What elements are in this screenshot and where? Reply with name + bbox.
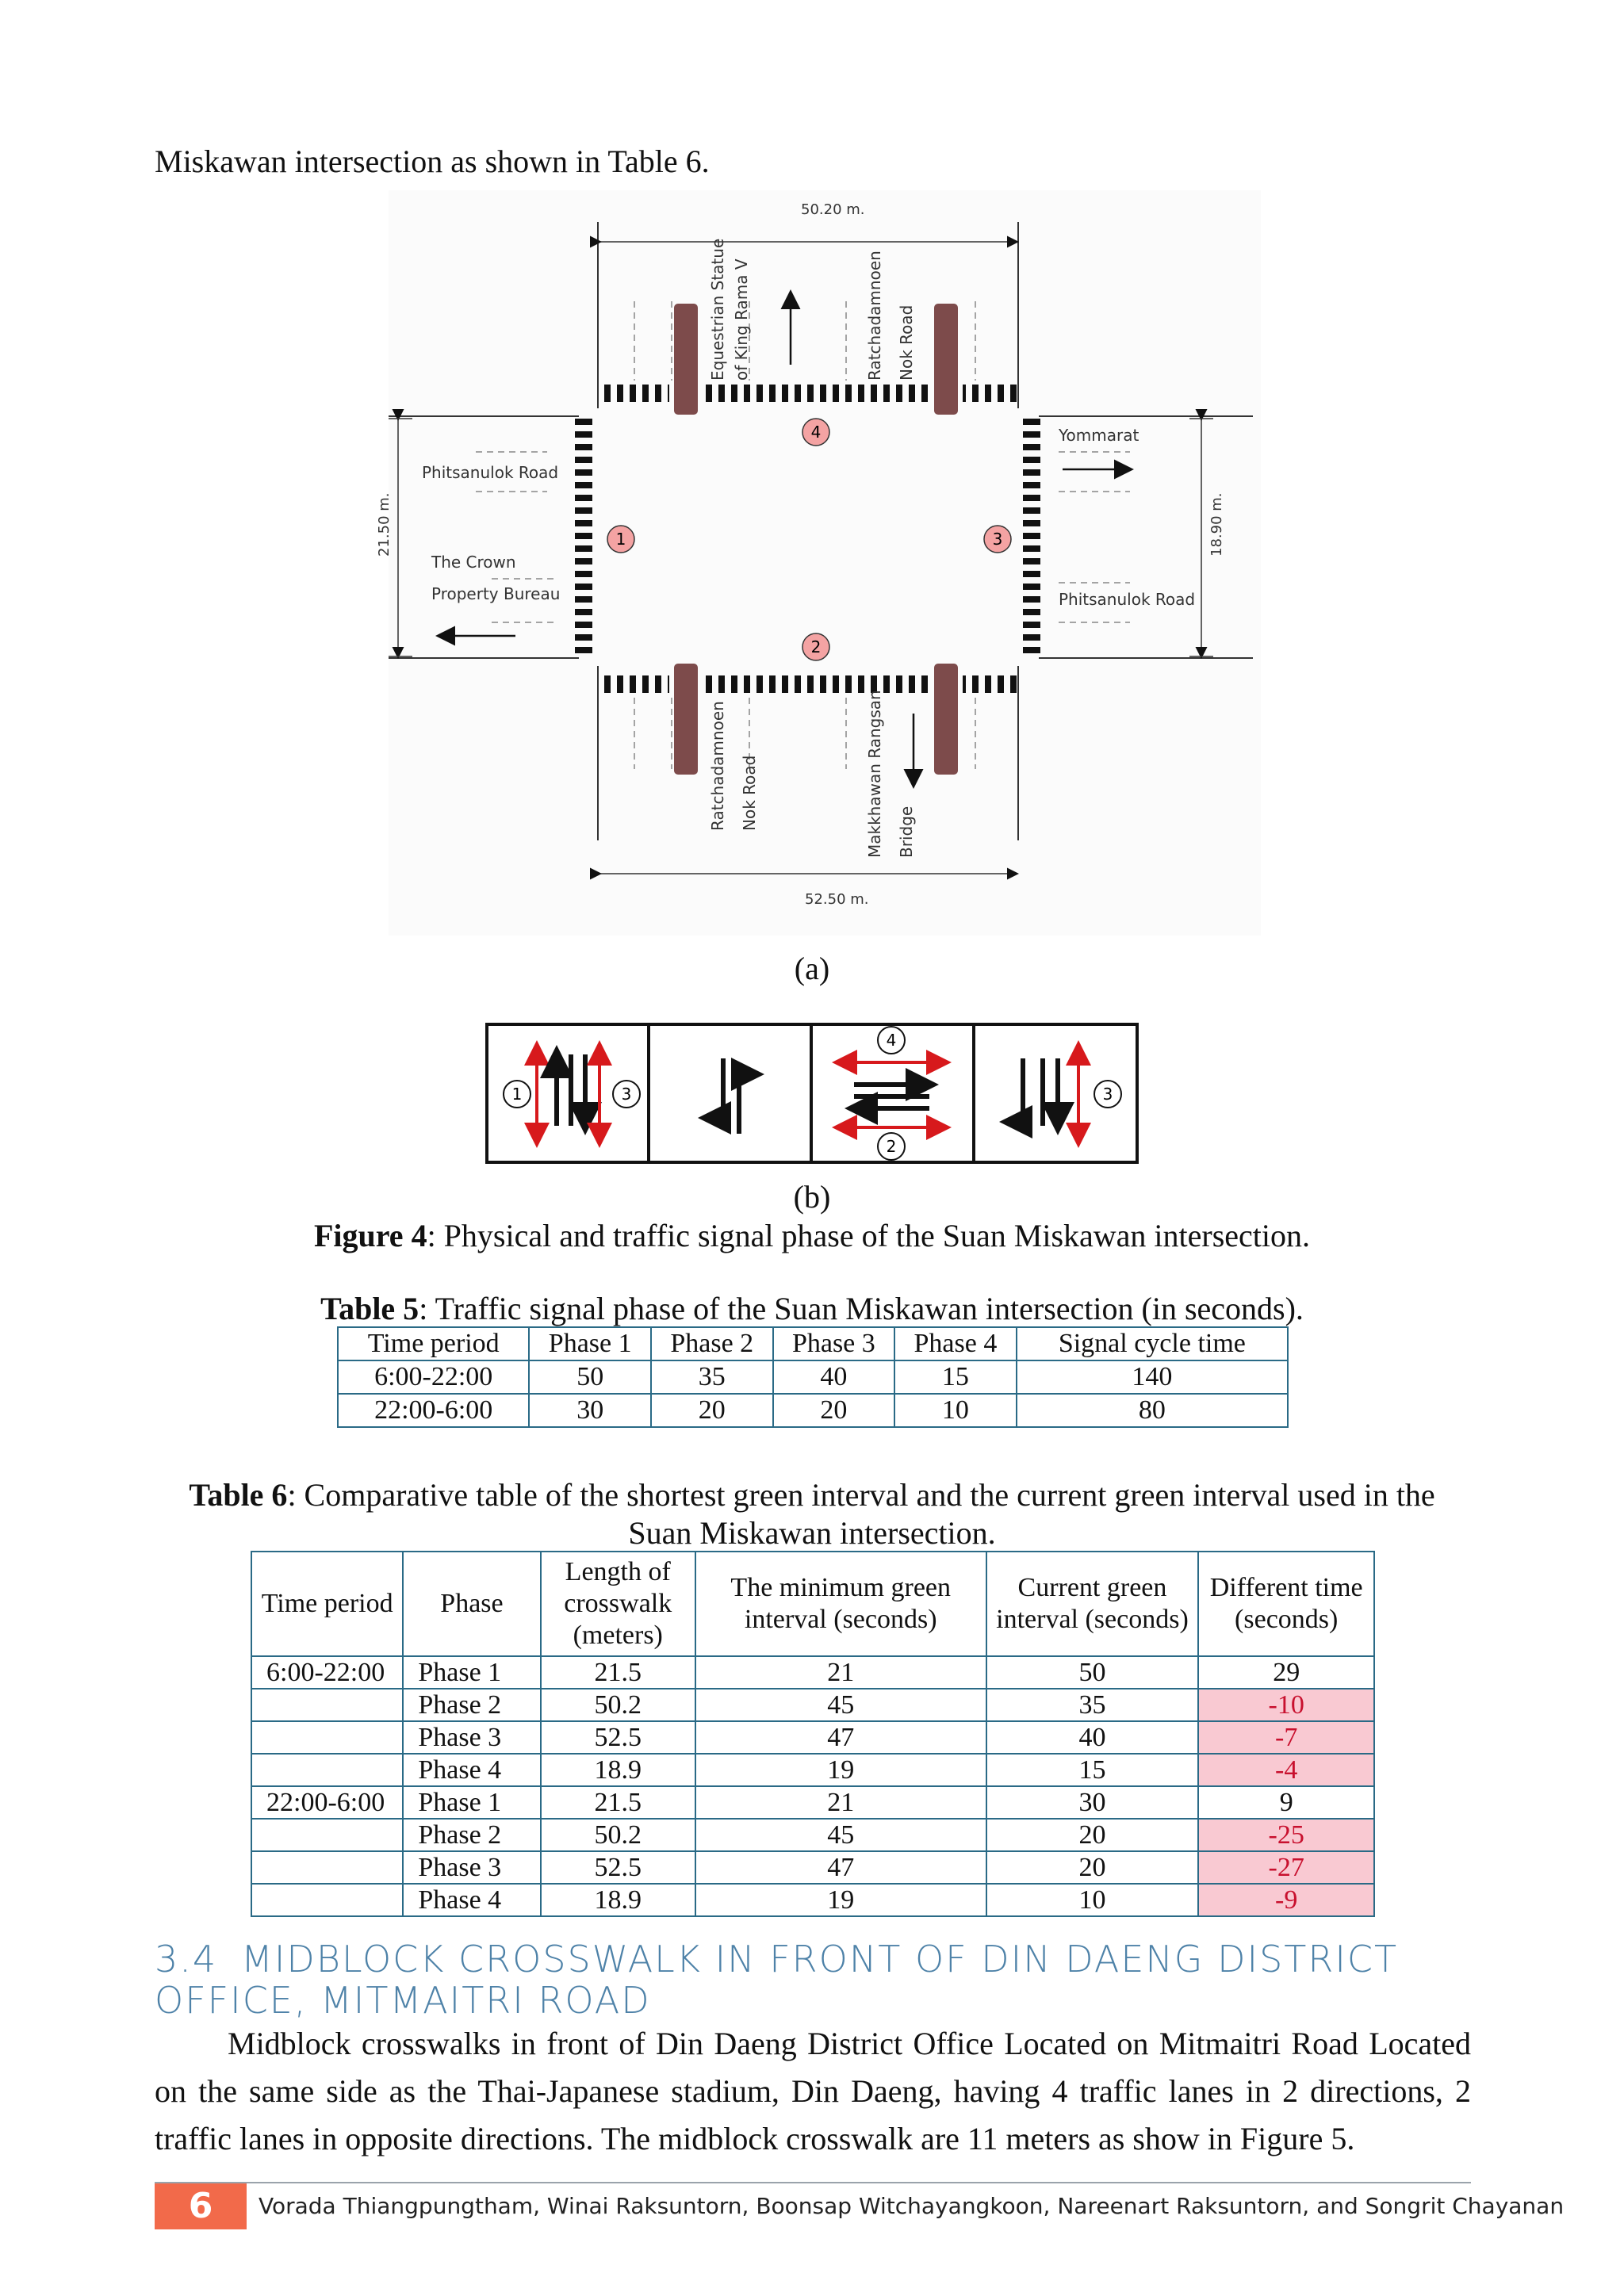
- table-cell: 22:00-6:00: [251, 1786, 403, 1819]
- road-label-equestrian-1: Equestrian Statue: [708, 238, 727, 381]
- diagram-background: [389, 190, 1261, 936]
- table-cell: -9: [1198, 1884, 1374, 1916]
- road-label-crown-1: The Crown: [431, 553, 516, 572]
- phase-marker-4: [802, 419, 829, 446]
- table-cell: 21.5: [541, 1656, 695, 1689]
- table-cell: 10: [986, 1884, 1199, 1916]
- table-cell: -4: [1198, 1754, 1374, 1786]
- table-5-label: Table 5: [320, 1291, 419, 1326]
- table-cell: 50: [529, 1360, 651, 1394]
- table-cell: 47: [695, 1851, 986, 1884]
- table-cell: 35: [651, 1360, 773, 1394]
- table-6-header: The minimum green interval (seconds): [695, 1552, 986, 1656]
- table-cell: 15: [894, 1360, 1017, 1394]
- table-cell: 10: [894, 1394, 1017, 1427]
- table-5-header: Signal cycle time: [1017, 1327, 1288, 1360]
- table-cell: 22:00-6:00: [338, 1394, 529, 1427]
- table-cell: 15: [986, 1754, 1199, 1786]
- table-cell: Phase 4: [403, 1884, 540, 1916]
- table-cell: 9: [1198, 1786, 1374, 1819]
- figure-4-text: : Physical and traffic signal phase of the Suan Miskawan intersection.: [427, 1218, 1310, 1253]
- table-5-header-row: [338, 1327, 1288, 1360]
- dim-right-label: 18.90 m.: [1208, 492, 1225, 557]
- table-cell: 50: [986, 1656, 1199, 1689]
- road-label-ratch-top-1: Ratchadamnoen: [865, 251, 884, 381]
- table-cell: Phase 3: [403, 1851, 540, 1884]
- table-row: [251, 1656, 1374, 1689]
- table-cell: 19: [695, 1884, 986, 1916]
- road-label-phitsanulok-right: Phitsanulok Road: [1059, 590, 1196, 609]
- table-cell: Phase 2: [403, 1819, 540, 1851]
- table-6-header-row: [251, 1552, 1374, 1656]
- table-cell: [251, 1721, 403, 1754]
- road-label-yommarat: Yommarat: [1059, 426, 1139, 445]
- table-cell: -27: [1198, 1851, 1374, 1884]
- table-cell: 20: [773, 1394, 895, 1427]
- table-cell: 140: [1017, 1360, 1288, 1394]
- svg-text:4: 4: [810, 423, 822, 442]
- intersection-diagram: [376, 190, 1261, 936]
- road-label-phitsanulok-left: Phitsanulok Road: [422, 463, 559, 482]
- intro-text: Miskawan intersection as shown in Table 6.: [155, 144, 710, 179]
- table-cell: [251, 1754, 403, 1786]
- footer-rule: [155, 2182, 1471, 2183]
- table-cell: 30: [986, 1786, 1199, 1819]
- table-6-header: Time period: [251, 1552, 403, 1656]
- table-6: [251, 1551, 1375, 1917]
- table-row: [338, 1360, 1288, 1394]
- svg-text:2: 2: [886, 1137, 897, 1156]
- table-cell: 40: [773, 1360, 895, 1394]
- table-6-header: Phase: [403, 1552, 540, 1656]
- section-heading: [155, 1938, 1471, 2021]
- table-cell: 30: [529, 1394, 651, 1427]
- road-label-ratch-bottom-2: Nok Road: [740, 755, 759, 831]
- table-cell: [251, 1819, 403, 1851]
- figure-4-caption: [0, 1217, 1624, 1254]
- table-5-caption-text: : Traffic signal phase of the Suan Miskawan intersection (in seconds).: [419, 1291, 1304, 1326]
- phase-marker-2: [802, 633, 829, 660]
- table-cell: Phase 2: [403, 1689, 540, 1721]
- table-cell: 50.2: [541, 1689, 695, 1721]
- table-cell: 20: [986, 1819, 1199, 1851]
- figure-4-label: Figure 4: [313, 1218, 427, 1253]
- table-row: [251, 1689, 1374, 1721]
- table-cell: 20: [986, 1851, 1199, 1884]
- table-cell: 50.2: [541, 1819, 695, 1851]
- table-5-header: Phase 4: [894, 1327, 1017, 1360]
- table-5-header: Phase 2: [651, 1327, 773, 1360]
- table-row: [251, 1786, 1374, 1819]
- table-cell: -7: [1198, 1721, 1374, 1754]
- table-cell: 45: [695, 1819, 986, 1851]
- table-6-body: [251, 1656, 1374, 1916]
- table-row: [338, 1394, 1288, 1427]
- table-cell: -25: [1198, 1819, 1374, 1851]
- table-cell: 18.9: [541, 1754, 695, 1786]
- page-number: 6: [155, 2183, 247, 2229]
- section-title: MIDBLOCK CROSSWALK IN FRONT OF DIN DAENG DISTRICT OFFICE, MITMAITRI ROAD: [155, 1938, 1399, 2022]
- table-6-caption: [155, 1476, 1469, 1552]
- table-5-header: Time period: [338, 1327, 529, 1360]
- svg-text:1: 1: [511, 1085, 523, 1104]
- dim-top-label: 50.20 m.: [801, 201, 865, 218]
- table-6-header: Current green interval (seconds): [986, 1552, 1199, 1656]
- table-cell: 19: [695, 1754, 986, 1786]
- table-5-header: Phase 3: [773, 1327, 895, 1360]
- svg-text:1: 1: [615, 530, 626, 549]
- phase-marker-1: [607, 526, 634, 553]
- table-5-header: Phase 1: [529, 1327, 651, 1360]
- table-cell: Phase 1: [403, 1656, 540, 1689]
- table-cell: 47: [695, 1721, 986, 1754]
- table-cell: 45: [695, 1689, 986, 1721]
- table-row: [251, 1754, 1374, 1786]
- table-6-header: Different time (seconds): [1198, 1552, 1374, 1656]
- svg-text:4: 4: [886, 1031, 897, 1050]
- table-cell: 35: [986, 1689, 1199, 1721]
- table-row: [251, 1851, 1374, 1884]
- table-cell: 6:00-22:00: [338, 1360, 529, 1394]
- table-row: [251, 1819, 1374, 1851]
- table-5-caption: [0, 1290, 1624, 1327]
- road-label-ratch-bottom-1: Ratchadamnoen: [708, 701, 727, 831]
- table-cell: Phase 4: [403, 1754, 540, 1786]
- signal-phase-diagram: [485, 1023, 1139, 1164]
- table-6-label: Table 6: [189, 1477, 288, 1513]
- svg-text:3: 3: [1102, 1085, 1113, 1104]
- table-5: [337, 1326, 1289, 1428]
- dim-bottom-label: 52.50 m.: [805, 891, 869, 908]
- table-cell: 29: [1198, 1656, 1374, 1689]
- table-row: [251, 1721, 1374, 1754]
- section-number: 3.4: [155, 1938, 218, 1980]
- table-cell: -10: [1198, 1689, 1374, 1721]
- road-label-equestrian-2: of King Rama V: [732, 258, 751, 381]
- footer-authors: Vorada Thiangpungtham, Winai Raksuntorn, Boonsap Witchayangkoon, Nareenart Raksuntorn, and Songrit Chayanan: [259, 2193, 1565, 2219]
- table-cell: [251, 1689, 403, 1721]
- table-row: [251, 1884, 1374, 1916]
- figure-b-caption: (b): [793, 1179, 831, 1215]
- road-label-crown-2: Property Bureau: [431, 584, 561, 603]
- svg-text:3: 3: [992, 530, 1003, 549]
- table-cell: 6:00-22:00: [251, 1656, 403, 1689]
- table-cell: [251, 1884, 403, 1916]
- road-label-makkhawan-2: Bridge: [897, 806, 916, 858]
- table-cell: Phase 1: [403, 1786, 540, 1819]
- svg-text:3: 3: [621, 1085, 632, 1104]
- table-cell: 80: [1017, 1394, 1288, 1427]
- dim-left-label: 21.50 m.: [376, 492, 393, 557]
- table-cell: 21: [695, 1656, 986, 1689]
- table-cell: 21: [695, 1786, 986, 1819]
- body-paragraph: Midblock crosswalks in front of Din Daeng District Office Located on Mitmaitri Road Located on the same side as the Thai-Japanese stadium, Din Daeng, having 4 traffic lanes in 2 directions, 2 traffic lanes in opposite directions. The midblock crosswalk are 11 meters as show in Figure 5.: [155, 2026, 1471, 2156]
- road-label-makkhawan-1: Makkhawan Rangsan: [865, 690, 884, 858]
- table-cell: 21.5: [541, 1786, 695, 1819]
- table-cell: [251, 1851, 403, 1884]
- table-cell: 52.5: [541, 1851, 695, 1884]
- table-6-header: Length of crosswalk (meters): [541, 1552, 695, 1656]
- table-cell: 18.9: [541, 1884, 695, 1916]
- table-cell: 52.5: [541, 1721, 695, 1754]
- road-label-ratch-top-2: Nok Road: [897, 304, 916, 381]
- table-cell: 40: [986, 1721, 1199, 1754]
- figure-a-caption: (a): [794, 951, 830, 986]
- table-6-caption-text: : Comparative table of the shortest green interval and the current green interval used in the Suan Miskawan intersection.: [287, 1477, 1435, 1551]
- table-cell: Phase 3: [403, 1721, 540, 1754]
- table-cell: 20: [651, 1394, 773, 1427]
- phase-marker-3: [984, 526, 1011, 553]
- svg-text:2: 2: [810, 637, 822, 656]
